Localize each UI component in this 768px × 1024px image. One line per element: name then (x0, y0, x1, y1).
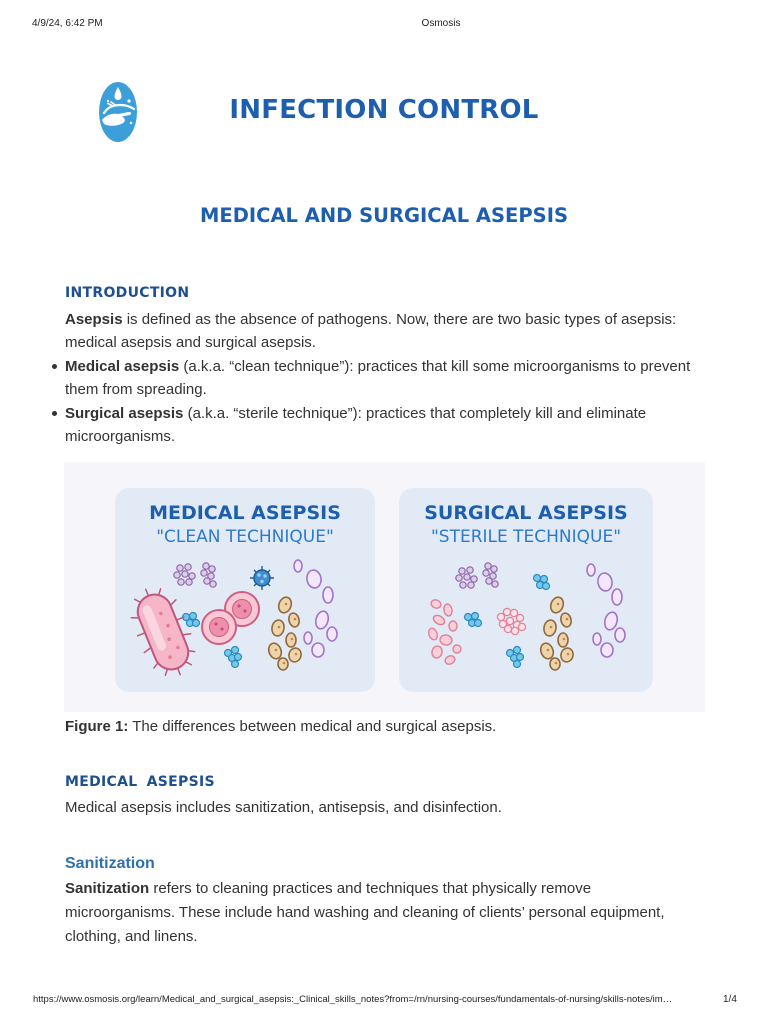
term-asepsis: Asepsis (65, 311, 123, 328)
medical-asepsis-text: Medical asepsis includes sanitization, antisepsis, and disinfection. (65, 799, 502, 816)
sanitization-heading: Sanitization (65, 855, 155, 872)
list-item-text: (a.k.a. “clean technique”): practices that kill some microorganisms to prevent them from spreading. (65, 357, 691, 399)
medical-asepsis-panel (115, 488, 375, 692)
figure-caption (65, 716, 496, 738)
print-url: https://www.osmosis.org/learn/Medical_and_surgical_asepsis:_Clinical_skills_notes?from=/rn/nursing-courses/fundamentals-of-nursing/skills-notes/im… (33, 994, 673, 1005)
print-page-title: Osmosis (421, 18, 461, 29)
panel-title: SURGICAL ASEPSIS (424, 502, 628, 524)
sanitization-body (65, 877, 699, 949)
asepsis-types-list (65, 355, 699, 449)
term-sanitization: Sanitization (65, 880, 150, 898)
medical-asepsis-heading: MEDICAL ASEPSIS (65, 774, 215, 790)
panel-subtitle: "STERILE TECHNIQUE" (430, 527, 622, 547)
figure-caption-text: The differences between medical and surgical asepsis. (128, 718, 497, 735)
introduction-heading: INTRODUCTION (65, 285, 190, 301)
list-item-text: (a.k.a. “sterile technique”): practices that completely kill and eliminate microorganisms. (65, 404, 647, 446)
bullet-dot (52, 364, 57, 369)
intro-paragraph (65, 308, 699, 355)
introduction-body (65, 308, 699, 448)
term-medical-asepsis: Medical asepsis (65, 357, 180, 375)
list-item (65, 402, 699, 449)
panel-title: MEDICAL ASEPSIS (149, 502, 341, 524)
panel-subtitle: "CLEAN TECHNIQUE" (156, 527, 334, 547)
figure-caption-label: Figure 1: (65, 718, 129, 735)
print-page-number: 1/4 (723, 994, 737, 1005)
sanitization-paragraph-text: refers to cleaning practices and techniques that physically remove microorganisms. These include hand washing and cleaning of clients’ personal equipment, clothing, and linens. (65, 880, 665, 946)
surgical-asepsis-panel (399, 488, 653, 692)
page-subtitle: MEDICAL AND SURGICAL ASEPSIS (199, 204, 569, 227)
bullet-dot (52, 411, 57, 416)
intro-paragraph-text: is defined as the absence of pathogens. Now, there are two basic types of asepsis: medical asepsis and surgical asepsis. (65, 311, 677, 352)
term-surgical-asepsis: Surgical asepsis (65, 404, 184, 422)
page-title: INFECTION CONTROL (229, 95, 539, 125)
asepsis-comparison-figure (64, 462, 705, 712)
list-item (65, 355, 699, 402)
print-datetime: 4/9/24, 6:42 PM (32, 18, 103, 29)
sanitization-paragraph (65, 877, 699, 949)
